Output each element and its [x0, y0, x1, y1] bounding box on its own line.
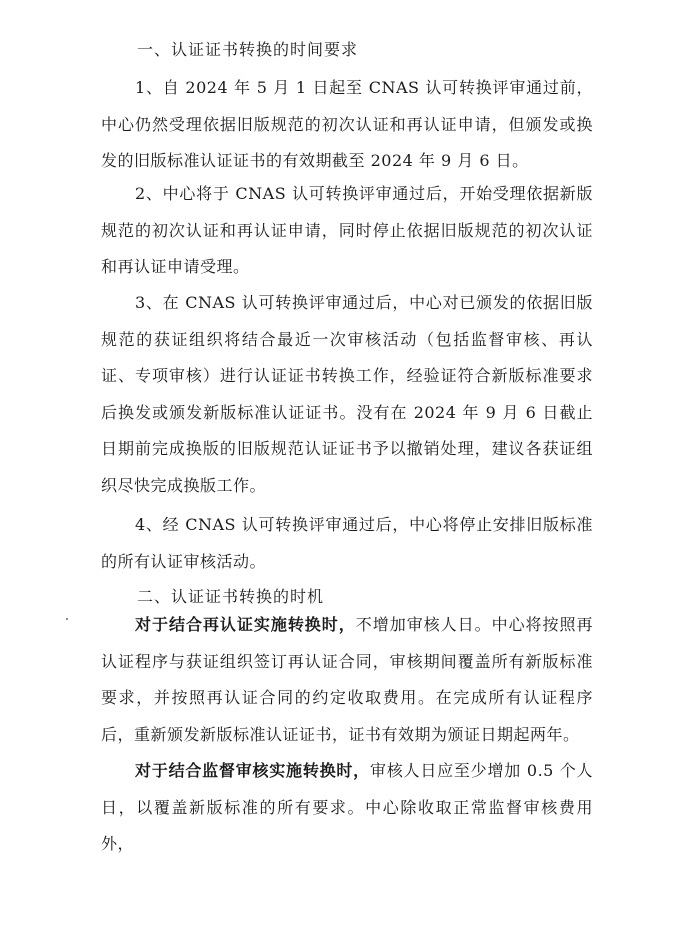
section-1-paragraph-1: 1、自 2024 年 5 月 1 日起至 CNAS 认可转换评审通过前，中心仍然受理依据旧版规范的初次认证和再认证申请，但颁发或换发的旧版标准认证证书的有效期截至 2024 年 9 月 6 日。	[101, 78, 593, 170]
section-2-paragraph-1-body: 不增加审核人日。中心将按照再认证程序与获证组织签订再认证合同，审核期间覆盖所有新版标准要求，并按照再认证合同的约定收取费用。在完成所有认证程序后，重新颁发新版标准认证证书，证书有效期为颁证日期起两年。	[101, 615, 593, 744]
section-2-paragraph-2-lead: 对于结合监督审核实施转换时，	[135, 761, 370, 780]
section-2-paragraph-1-lead: 对于结合再认证实施转换时，	[135, 615, 356, 634]
section-1-paragraph-3: 3、在 CNAS 认可转换评审通过后，中心对已颁发的依据旧版规范的获证组织将结合最近一次审核活动（包括监督审核、再认证、专项审核）进行认证证书转换工作，经验证符合新版标准要求后换发或颁发新版标准认证证书。没有在 2024 年 9 月 6 日截止日期前完成换版的旧版规范认证证书予以撤销处理，建议各获证组织尽快完成换版工作。	[101, 293, 593, 495]
section-2-paragraph-2	[101, 753, 593, 863]
scan-speck	[66, 618, 68, 620]
section-1-paragraph-4: 4、经 CNAS 认可转换评审通过后，中心将停止安排旧版标准的所有认证审核活动。	[101, 515, 593, 571]
section-1-heading: 一、认证证书转换的时间要求	[137, 40, 359, 59]
section-2-paragraph-2-body: 审核人日应至少增加 0.5 个人日，以覆盖新版标准的所有要求。中心除收取正常监督审核费用外，	[101, 761, 593, 853]
section-2-paragraph-1	[101, 607, 593, 753]
section-1-paragraph-2: 2、中心将于 CNAS 认可转换评审通过后，开始受理依据新版规范的初次认证和再认证申请，同时停止依据旧版规范的初次认证和再认证申请受理。	[101, 184, 593, 276]
section-2-heading: 二、认证证书转换的时机	[137, 587, 325, 606]
